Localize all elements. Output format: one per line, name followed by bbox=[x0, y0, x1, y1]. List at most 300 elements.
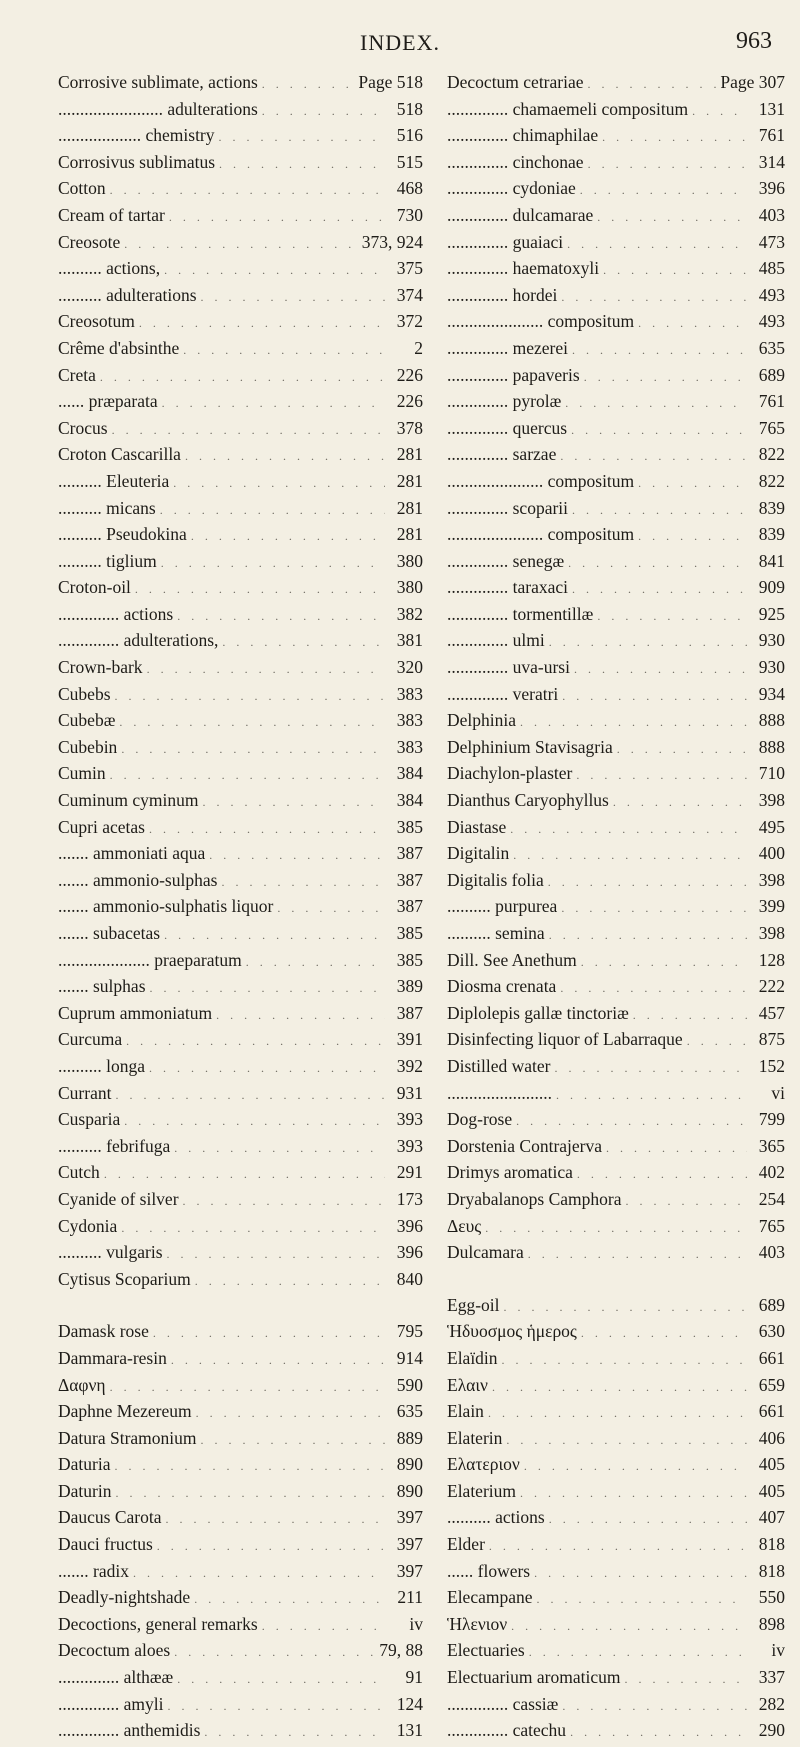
index-page-ref: 374 bbox=[396, 284, 423, 305]
index-page-ref: 381 bbox=[396, 630, 423, 651]
index-term: Delphinium Stavisagria bbox=[447, 736, 613, 757]
dot-leader bbox=[634, 476, 747, 491]
index-term: Daphne Mezereum bbox=[58, 1401, 192, 1422]
index-page-ref: 795 bbox=[396, 1321, 423, 1342]
index-entry bbox=[447, 72, 785, 99]
index-entry bbox=[447, 1136, 785, 1163]
dot-leader bbox=[111, 1088, 385, 1103]
index-term: .......... febrifuga bbox=[58, 1135, 171, 1156]
index-term: Corrosivus sublimatus bbox=[58, 151, 216, 172]
dot-leader bbox=[552, 1088, 747, 1103]
index-page-ref: vi bbox=[771, 1082, 785, 1103]
index-entry bbox=[58, 1083, 423, 1110]
index-term: Daturia bbox=[58, 1454, 111, 1475]
index-page-ref: 888 bbox=[758, 736, 785, 757]
dot-leader bbox=[115, 715, 385, 730]
index-term: Elder bbox=[447, 1534, 485, 1555]
index-term: Cuminum cyminum bbox=[58, 790, 199, 811]
index-term: Crown-bark bbox=[58, 657, 143, 678]
index-page-ref: 385 bbox=[396, 949, 423, 970]
dot-leader bbox=[509, 848, 747, 863]
index-page-ref: 888 bbox=[758, 710, 785, 731]
dot-leader bbox=[544, 875, 747, 890]
index-entry bbox=[447, 99, 785, 126]
dot-leader bbox=[170, 1645, 379, 1660]
index-page-ref: 405 bbox=[758, 1480, 785, 1501]
index-page-ref: 661 bbox=[758, 1401, 785, 1422]
index-term: Ἡλενιον bbox=[447, 1613, 508, 1634]
index-term: Cusparia bbox=[58, 1109, 121, 1130]
index-entry bbox=[58, 763, 423, 790]
dot-leader bbox=[561, 396, 747, 411]
index-term: ..................... praeparatum bbox=[58, 949, 242, 970]
index-term: Delphinia bbox=[447, 710, 517, 731]
dot-leader bbox=[551, 1061, 747, 1076]
index-entry bbox=[58, 99, 423, 126]
index-entry bbox=[58, 684, 423, 711]
index-term: Dulcamara bbox=[447, 1242, 524, 1263]
index-entry bbox=[58, 710, 423, 737]
index-term: Diachylon-plaster bbox=[447, 763, 573, 784]
index-entry bbox=[447, 1216, 785, 1243]
index-term: .............. taraxaci bbox=[447, 577, 568, 598]
index-term: ...................... compositum bbox=[447, 311, 635, 332]
index-entry bbox=[447, 338, 785, 365]
index-term: Currant bbox=[58, 1082, 112, 1103]
index-page-ref: 799 bbox=[758, 1109, 785, 1130]
dot-leader bbox=[566, 1725, 747, 1740]
index-term: .......... actions bbox=[447, 1507, 545, 1528]
index-entry bbox=[58, 1640, 423, 1667]
index-entry bbox=[58, 630, 423, 657]
dot-leader bbox=[162, 1512, 385, 1527]
dot-leader bbox=[567, 423, 747, 438]
index-page-ref: 392 bbox=[396, 1055, 423, 1076]
section-spacer bbox=[447, 1269, 785, 1295]
index-entry bbox=[447, 125, 785, 152]
dot-leader bbox=[273, 901, 385, 916]
index-entry bbox=[447, 418, 785, 445]
index-term: Crême d'absinthe bbox=[58, 337, 180, 358]
index-page-ref: 387 bbox=[396, 896, 423, 917]
index-entry bbox=[447, 498, 785, 525]
index-page-ref: 383 bbox=[396, 736, 423, 757]
dot-leader bbox=[96, 370, 385, 385]
index-entry bbox=[58, 1507, 423, 1534]
index-term: Damask rose bbox=[58, 1321, 149, 1342]
index-term: .......... adulterations bbox=[58, 284, 197, 305]
index-term: ....... ammonio-sulphatis liquor bbox=[58, 896, 274, 917]
index-term: .......... micans bbox=[58, 497, 156, 518]
dot-leader bbox=[173, 609, 385, 624]
index-term: Cuprum ammoniatum bbox=[58, 1002, 213, 1023]
dot-leader bbox=[190, 1592, 385, 1607]
dot-leader bbox=[598, 130, 747, 145]
dot-leader bbox=[110, 1459, 385, 1474]
dot-leader bbox=[167, 1353, 385, 1368]
index-entry bbox=[447, 763, 785, 790]
index-entry bbox=[447, 365, 785, 392]
index-entry bbox=[447, 1321, 785, 1348]
index-page-ref: 515 bbox=[396, 151, 423, 172]
index-entry bbox=[447, 1667, 785, 1694]
dot-leader bbox=[545, 635, 747, 650]
index-page-ref: 841 bbox=[758, 550, 785, 571]
index-entry bbox=[58, 1242, 423, 1269]
dot-leader bbox=[634, 529, 747, 544]
index-page-ref: 387 bbox=[396, 843, 423, 864]
index-entry bbox=[58, 1694, 423, 1721]
index-entry bbox=[58, 551, 423, 578]
index-page-ref: 485 bbox=[758, 258, 785, 279]
index-term: .............. quercus bbox=[447, 417, 568, 438]
dot-leader bbox=[129, 1566, 385, 1581]
index-term: Decoctum aloes bbox=[58, 1640, 171, 1661]
index-page-ref: 761 bbox=[758, 391, 785, 412]
index-entry bbox=[447, 178, 785, 205]
index-entry bbox=[447, 1507, 785, 1534]
index-entry bbox=[447, 1454, 785, 1481]
index-entry bbox=[58, 471, 423, 498]
index-entry bbox=[447, 604, 785, 631]
index-entry bbox=[58, 338, 423, 365]
index-term: .............. anthemidis bbox=[58, 1720, 201, 1741]
index-entry bbox=[447, 1109, 785, 1136]
dot-leader bbox=[498, 1353, 747, 1368]
index-page-ref: 468 bbox=[396, 178, 423, 199]
index-term: Decoctum cetrariae bbox=[447, 72, 584, 92]
index-page-ref: 391 bbox=[396, 1029, 423, 1050]
index-page-ref: 398 bbox=[758, 869, 785, 890]
index-term: .............. pyrolæ bbox=[447, 391, 562, 412]
index-page-ref: 396 bbox=[758, 178, 785, 199]
dot-leader bbox=[507, 1619, 747, 1634]
index-page-ref: 131 bbox=[396, 1720, 423, 1741]
index-page-ref: 291 bbox=[396, 1162, 423, 1183]
index-term: .............. uva-ursi bbox=[447, 657, 570, 678]
index-page-ref: 590 bbox=[396, 1374, 423, 1395]
index-entry bbox=[58, 1321, 423, 1348]
index-entry bbox=[58, 577, 423, 604]
index-page-ref: 765 bbox=[758, 1215, 785, 1236]
index-entry bbox=[58, 604, 423, 631]
index-term: Corrosive sublimate, actions bbox=[58, 72, 258, 92]
index-term: .............. papaveris bbox=[447, 364, 580, 385]
index-term: Cubebs bbox=[58, 683, 111, 704]
index-term: .............. ulmi bbox=[447, 630, 545, 651]
index-term: Diosma crenata bbox=[447, 976, 557, 997]
index-page-ref: 909 bbox=[758, 577, 785, 598]
dot-leader bbox=[205, 848, 385, 863]
index-term: Datura Stramonium bbox=[58, 1427, 197, 1448]
index-page-ref: 383 bbox=[396, 710, 423, 731]
dot-leader bbox=[111, 689, 386, 704]
index-term: .............. cinchonae bbox=[447, 151, 584, 172]
index-entry bbox=[58, 870, 423, 897]
index-page-ref: iv bbox=[771, 1640, 785, 1661]
dot-leader bbox=[131, 582, 385, 597]
index-entry bbox=[447, 1029, 785, 1056]
dot-leader bbox=[545, 928, 747, 943]
dot-leader bbox=[506, 822, 747, 837]
dot-leader bbox=[485, 1539, 747, 1554]
index-page-ref: 457 bbox=[758, 1002, 785, 1023]
dot-leader bbox=[163, 1247, 385, 1262]
dot-leader bbox=[568, 503, 747, 518]
index-entry bbox=[447, 950, 785, 977]
index-entry bbox=[58, 1481, 423, 1508]
dot-leader bbox=[106, 183, 385, 198]
index-page-ref: 493 bbox=[758, 284, 785, 305]
index-entry bbox=[447, 205, 785, 232]
index-page-ref: 403 bbox=[758, 204, 785, 225]
dot-leader bbox=[568, 343, 747, 358]
index-term: Creosotum bbox=[58, 311, 135, 332]
index-page-ref: 397 bbox=[396, 1534, 423, 1555]
dot-leader bbox=[179, 1194, 385, 1209]
dot-leader bbox=[688, 104, 747, 119]
dot-leader bbox=[525, 1645, 747, 1660]
dot-leader bbox=[156, 503, 385, 518]
index-entry bbox=[447, 710, 785, 737]
index-page-ref: 659 bbox=[758, 1374, 785, 1395]
index-term: .......... vulgaris bbox=[58, 1242, 163, 1263]
index-page-ref: 384 bbox=[396, 763, 423, 784]
dot-leader bbox=[197, 1433, 385, 1448]
index-page-ref: 396 bbox=[396, 1242, 423, 1263]
index-term: Digitalin bbox=[447, 843, 510, 864]
index-page-ref: Page 307 bbox=[720, 72, 785, 92]
index-entry bbox=[58, 817, 423, 844]
dot-leader bbox=[556, 449, 747, 464]
dot-leader bbox=[192, 1406, 385, 1421]
dot-leader bbox=[620, 1672, 747, 1687]
index-entry bbox=[58, 1136, 423, 1163]
dot-leader bbox=[500, 1300, 748, 1315]
index-page-ref: 495 bbox=[758, 816, 785, 837]
index-page-ref: 839 bbox=[758, 524, 785, 545]
index-page-ref: 398 bbox=[758, 923, 785, 943]
index-term: Daturin bbox=[58, 1480, 112, 1501]
index-entry bbox=[58, 1162, 423, 1189]
index-entry bbox=[447, 1003, 785, 1030]
index-term: ...... præparata bbox=[58, 391, 158, 412]
index-term: ........................ bbox=[447, 1082, 552, 1103]
dot-leader bbox=[516, 715, 747, 730]
index-entry bbox=[58, 923, 423, 950]
index-page-ref: 337 bbox=[758, 1667, 785, 1688]
index-entry bbox=[447, 1481, 785, 1508]
dot-leader bbox=[191, 1274, 385, 1289]
index-page-ref: 889 bbox=[396, 1427, 423, 1448]
index-page-ref: 281 bbox=[396, 524, 423, 545]
index-term: Dog-rose bbox=[447, 1109, 513, 1130]
dot-leader bbox=[576, 183, 747, 198]
dot-leader bbox=[117, 742, 385, 757]
index-page-ref: 925 bbox=[758, 603, 785, 624]
dot-leader bbox=[613, 742, 747, 757]
dot-leader bbox=[609, 795, 747, 810]
index-term: Diastase bbox=[447, 816, 507, 837]
dot-leader bbox=[143, 662, 385, 677]
index-page-ref: 372 bbox=[396, 311, 423, 332]
dot-leader bbox=[120, 237, 362, 252]
index-page-ref: 385 bbox=[396, 923, 423, 943]
dot-leader bbox=[158, 396, 385, 411]
dot-leader bbox=[558, 689, 747, 704]
index-term: .............. haematoxyli bbox=[447, 258, 600, 279]
index-page-ref: 375 bbox=[396, 258, 423, 279]
index-page-ref: 818 bbox=[758, 1560, 785, 1581]
index-entry bbox=[58, 178, 423, 205]
dot-leader bbox=[165, 210, 385, 225]
index-term: .............. catechu bbox=[447, 1720, 567, 1741]
dot-leader bbox=[145, 1061, 385, 1076]
index-entry bbox=[58, 790, 423, 817]
index-page-ref: 124 bbox=[396, 1693, 423, 1714]
index-term: Δαφνη bbox=[58, 1374, 106, 1395]
index-page-ref: 399 bbox=[758, 896, 785, 917]
index-entry bbox=[447, 258, 785, 285]
index-term: Elain bbox=[447, 1401, 484, 1422]
index-term: ....... sulphas bbox=[58, 976, 146, 997]
index-term: ....... radix bbox=[58, 1560, 129, 1581]
index-column-right bbox=[447, 72, 785, 1747]
index-page-ref: 930 bbox=[758, 657, 785, 678]
dot-leader bbox=[197, 290, 385, 305]
index-entry bbox=[447, 524, 785, 551]
index-term: Δευς bbox=[447, 1215, 482, 1236]
dot-leader bbox=[117, 1221, 385, 1236]
index-term: Dill. See Anethum bbox=[447, 949, 577, 970]
index-term: ................... chemistry bbox=[58, 125, 215, 146]
index-entry bbox=[58, 72, 423, 99]
index-page-ref: 493 bbox=[758, 311, 785, 332]
index-page-ref: 211 bbox=[397, 1587, 423, 1608]
dot-leader bbox=[200, 1725, 385, 1740]
index-entry bbox=[58, 737, 423, 764]
index-term: .......... longa bbox=[58, 1055, 146, 1076]
index-entry bbox=[447, 1348, 785, 1375]
index-page-ref: 875 bbox=[758, 1029, 785, 1050]
index-entry bbox=[447, 976, 785, 1003]
index-page-ref: 393 bbox=[396, 1109, 423, 1130]
index-term: Electuaries bbox=[447, 1640, 525, 1661]
index-entry bbox=[447, 1242, 785, 1269]
index-term: Disinfecting liquor of Labarraque bbox=[447, 1029, 683, 1050]
index-entry bbox=[58, 1269, 423, 1296]
index-term: Decoctions, general remarks bbox=[58, 1613, 258, 1634]
index-page-ref: 397 bbox=[396, 1560, 423, 1581]
index-page-ref: 689 bbox=[758, 364, 785, 385]
dot-leader bbox=[629, 1008, 747, 1023]
index-page-ref: 91 bbox=[405, 1667, 423, 1688]
dot-leader bbox=[242, 955, 385, 970]
index-entry bbox=[58, 498, 423, 525]
index-entry bbox=[447, 285, 785, 312]
index-page-ref: 516 bbox=[396, 125, 423, 146]
index-entry bbox=[447, 870, 785, 897]
index-entry bbox=[58, 125, 423, 152]
index-term: Cream of tartar bbox=[58, 204, 165, 225]
dot-leader bbox=[557, 290, 747, 305]
index-page-ref: 282 bbox=[758, 1693, 785, 1714]
dot-leader bbox=[577, 1326, 747, 1341]
index-entry bbox=[447, 1401, 785, 1428]
index-page-ref: 661 bbox=[758, 1347, 785, 1368]
index-entry bbox=[447, 1720, 785, 1747]
dot-leader bbox=[568, 582, 747, 597]
index-entry bbox=[58, 976, 423, 1003]
dot-leader bbox=[683, 1034, 747, 1049]
index-entry bbox=[447, 311, 785, 338]
dot-leader bbox=[187, 529, 385, 544]
index-page-ref: 396 bbox=[396, 1215, 423, 1236]
index-entry bbox=[58, 258, 423, 285]
index-term: .......... semina bbox=[447, 923, 545, 943]
dot-leader bbox=[516, 1486, 747, 1501]
dot-leader bbox=[556, 981, 747, 996]
index-term: Cupri acetas bbox=[58, 816, 145, 837]
dot-leader bbox=[577, 955, 747, 970]
index-term: .......... purpurea bbox=[447, 896, 558, 917]
dot-leader bbox=[149, 1326, 385, 1341]
index-page-ref: 378 bbox=[396, 417, 423, 438]
index-term: Cubebæ bbox=[58, 710, 116, 731]
index-page-ref: 128 bbox=[758, 949, 785, 970]
index-entry bbox=[58, 1614, 423, 1641]
index-term: Cytisus Scoparium bbox=[58, 1268, 191, 1289]
index-term: .............. chamaemeli compositum bbox=[447, 98, 689, 119]
index-entry bbox=[447, 1056, 785, 1083]
index-page-ref: 226 bbox=[396, 391, 423, 412]
dot-leader bbox=[481, 1221, 747, 1236]
dot-leader bbox=[573, 1167, 747, 1182]
dot-leader bbox=[120, 1114, 385, 1129]
index-term: .............. adulterations, bbox=[58, 630, 219, 651]
index-term: Cyanide of silver bbox=[58, 1188, 179, 1209]
index-entry bbox=[58, 365, 423, 392]
index-entry bbox=[58, 1428, 423, 1455]
index-entry bbox=[447, 737, 785, 764]
index-page-ref: 222 bbox=[758, 976, 785, 997]
index-term: .............. tormentillæ bbox=[447, 603, 594, 624]
dot-leader bbox=[215, 130, 385, 145]
index-entry bbox=[58, 152, 423, 179]
index-page-ref: 407 bbox=[758, 1507, 785, 1528]
dot-leader bbox=[108, 423, 385, 438]
index-term: .......... Eleuteria bbox=[58, 470, 170, 491]
index-page-ref: 840 bbox=[396, 1268, 423, 1289]
index-page-ref: 226 bbox=[396, 364, 423, 385]
dot-leader bbox=[181, 449, 385, 464]
index-entry bbox=[447, 1640, 785, 1667]
index-term: Ελατεριον bbox=[447, 1454, 520, 1475]
index-page-ref: 930 bbox=[758, 630, 785, 651]
index-term: Deadly-nightshade bbox=[58, 1587, 191, 1608]
index-entry bbox=[58, 1667, 423, 1694]
index-page-ref: 765 bbox=[758, 417, 785, 438]
index-page-ref: 131 bbox=[758, 98, 785, 119]
index-entry bbox=[447, 1561, 785, 1588]
index-entry bbox=[58, 205, 423, 232]
dot-leader bbox=[593, 609, 747, 624]
index-entry bbox=[447, 232, 785, 259]
index-entry bbox=[58, 1375, 423, 1402]
dot-leader bbox=[135, 316, 385, 331]
dot-leader bbox=[512, 1114, 747, 1129]
dot-leader bbox=[153, 1539, 385, 1554]
